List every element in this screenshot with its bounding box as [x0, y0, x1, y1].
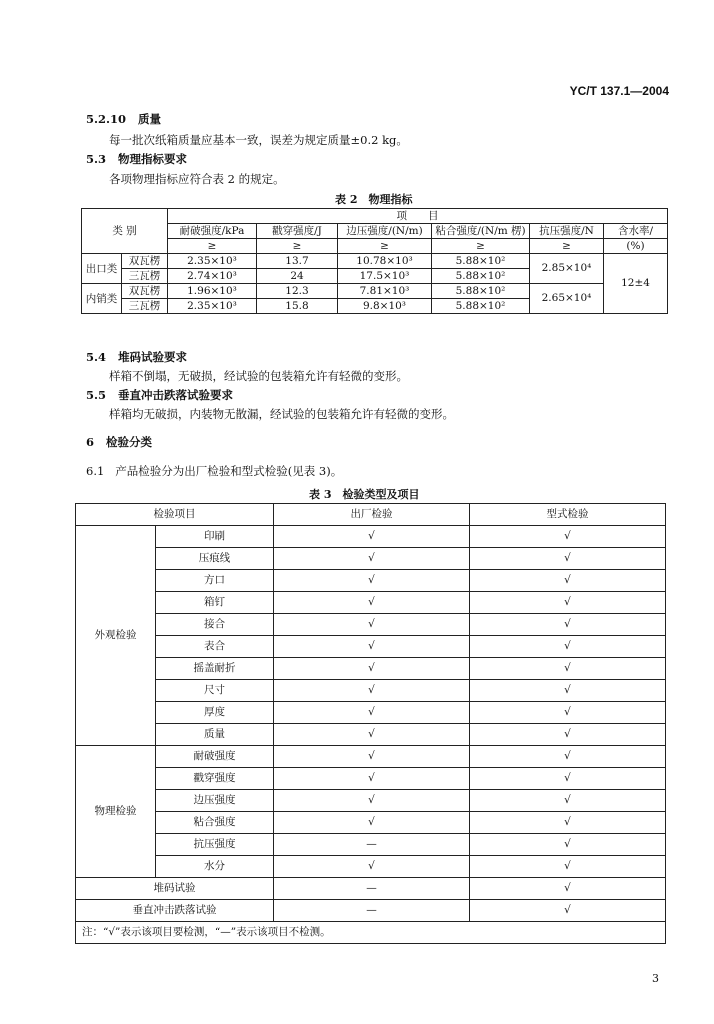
col-puncture: 戳穿强度/J — [257, 224, 338, 239]
ge-sign: ≥ — [432, 239, 530, 254]
table-cell: 三瓦楞 — [122, 269, 168, 284]
section-number: 5.4 — [86, 350, 107, 364]
table-cell: 2.35×10³ — [168, 299, 257, 314]
factory-mark: √ — [274, 636, 470, 658]
item-name: 摇盖耐折 — [156, 658, 274, 680]
table-note: 注：“√”表示该项目要检测，“—”表示该项目不检测。 — [76, 922, 666, 944]
type-mark: √ — [470, 570, 666, 592]
table-cell: 24 — [257, 269, 338, 284]
item-name: 质量 — [156, 724, 274, 746]
factory-mark: — — [274, 834, 470, 856]
section-5-3-body: 各项物理指标应符合表 2 的规定。 — [109, 172, 285, 186]
table-cell: 13.7 — [257, 254, 338, 269]
item-name: 粘合强度 — [156, 812, 274, 834]
section-6-1 — [86, 463, 342, 479]
type-mark: √ — [470, 724, 666, 746]
type-mark: √ — [470, 834, 666, 856]
section-title: 垂直冲击跌落试验要求 — [118, 388, 234, 402]
item-name: 箱钉 — [156, 592, 274, 614]
section-title: 物理指标要求 — [118, 152, 188, 166]
header-type: 型式检验 — [470, 504, 666, 526]
type-mark: √ — [470, 526, 666, 548]
table-cell: 2.35×10³ — [168, 254, 257, 269]
factory-mark: √ — [274, 856, 470, 878]
type-mark: √ — [470, 702, 666, 724]
factory-mark: √ — [274, 592, 470, 614]
type-mark: √ — [470, 856, 666, 878]
section-5-3-heading — [86, 151, 187, 167]
page-number: 3 — [652, 972, 659, 985]
factory-mark: √ — [274, 790, 470, 812]
factory-mark: √ — [274, 526, 470, 548]
group-visual: 外观检验 — [76, 526, 156, 746]
ge-sign: ≥ — [168, 239, 257, 254]
standard-code: YC/T 137.1—2004 — [569, 84, 669, 98]
item-name: 戳穿强度 — [156, 768, 274, 790]
compress-export: 2.85×10⁴ — [530, 254, 604, 284]
factory-mark: √ — [274, 812, 470, 834]
item-name: 尺寸 — [156, 680, 274, 702]
section-number: 6 — [86, 435, 95, 449]
col-bond: 粘合强度/(N/m 楞) — [432, 224, 530, 239]
table-cell: 1.96×10³ — [168, 284, 257, 299]
factory-mark: — — [274, 878, 470, 900]
factory-mark: √ — [274, 702, 470, 724]
item-name: 耐破强度 — [156, 746, 274, 768]
ge-sign: ≥ — [257, 239, 338, 254]
section-5-5-body: 样箱均无破损，内装物无散漏，经试验的包装箱允许有轻微的变形。 — [109, 407, 454, 421]
item-name: 水分 — [156, 856, 274, 878]
ge-sign: ≥ — [530, 239, 604, 254]
col-edge: 边压强度/(N/m) — [338, 224, 432, 239]
section-number: 5.3 — [86, 152, 107, 166]
table-cell: 2.74×10³ — [168, 269, 257, 284]
physical-index-table — [81, 208, 668, 314]
section-number: 5.5 — [86, 388, 107, 402]
moisture-value: 12±4 — [604, 254, 668, 314]
inspection-table — [75, 503, 666, 944]
col-moisture: 含水率/ — [604, 224, 668, 239]
type-mark: √ — [470, 900, 666, 922]
section-5-2-10-body: 每一批次纸箱质量应基本一致，误差为规定质量±0.2 kg。 — [109, 133, 408, 147]
section-6-heading — [86, 434, 152, 450]
type-mark: √ — [470, 768, 666, 790]
table-cell: 三瓦楞 — [122, 299, 168, 314]
table-cell: 5.88×10² — [432, 254, 530, 269]
table2-caption: 表 2 物理指标 — [335, 193, 413, 206]
compress-domestic: 2.65×10⁴ — [530, 284, 604, 314]
table3-caption: 表 3 检验类型及项目 — [309, 488, 420, 501]
section-5-2-10-heading — [86, 111, 161, 127]
item-name: 厚度 — [156, 702, 274, 724]
item-name: 接合 — [156, 614, 274, 636]
item-name: 表合 — [156, 636, 274, 658]
moisture-unit: (%) — [604, 239, 668, 254]
factory-mark: √ — [274, 548, 470, 570]
table-cell: 5.88×10² — [432, 269, 530, 284]
type-mark: √ — [470, 658, 666, 680]
table-cell: 15.8 — [257, 299, 338, 314]
section-title: 质量 — [138, 112, 162, 126]
table-cell: 双瓦楞 — [122, 284, 168, 299]
factory-mark: √ — [274, 746, 470, 768]
table-cell: 7.81×10³ — [338, 284, 432, 299]
table-cell: 9.8×10³ — [338, 299, 432, 314]
section-5-5-heading — [86, 387, 233, 403]
type-mark: √ — [470, 812, 666, 834]
item-name: 抗压强度 — [156, 834, 274, 856]
type-mark: √ — [470, 680, 666, 702]
type-mark: √ — [470, 548, 666, 570]
factory-mark: √ — [274, 768, 470, 790]
group-export: 出口类 — [82, 254, 122, 284]
item-name: 印刷 — [156, 526, 274, 548]
header-factory: 出厂检验 — [274, 504, 470, 526]
type-mark: √ — [470, 790, 666, 812]
table-cell: 17.5×10³ — [338, 269, 432, 284]
item-drop-test: 垂直冲击跌落试验 — [76, 900, 274, 922]
table-cell: 12.3 — [257, 284, 338, 299]
section-body: 产品检验分为出厂检验和型式检验(见表 3)。 — [115, 464, 343, 478]
item-stack-test: 堆码试验 — [76, 878, 274, 900]
ge-sign: ≥ — [338, 239, 432, 254]
item-header: 项 目 — [168, 209, 668, 224]
section-number: 6.1 — [86, 464, 105, 478]
table-cell: 双瓦楞 — [122, 254, 168, 269]
type-mark: √ — [470, 878, 666, 900]
col-compress: 抗压强度/N — [530, 224, 604, 239]
factory-mark: √ — [274, 724, 470, 746]
section-5-4-body: 样箱不倒塌，无破损，经试验的包装箱允许有轻微的变形。 — [109, 369, 408, 383]
item-name: 压痕线 — [156, 548, 274, 570]
factory-mark: √ — [274, 658, 470, 680]
section-number: 5.2.10 — [86, 112, 127, 126]
table-cell: 5.88×10² — [432, 299, 530, 314]
header-item: 检验项目 — [76, 504, 274, 526]
type-mark: √ — [470, 592, 666, 614]
factory-mark: √ — [274, 614, 470, 636]
table-cell: 5.88×10² — [432, 284, 530, 299]
category-header: 类 别 — [82, 209, 168, 254]
type-mark: √ — [470, 746, 666, 768]
type-mark: √ — [470, 636, 666, 658]
section-5-4-heading — [86, 349, 187, 365]
factory-mark: √ — [274, 570, 470, 592]
section-title: 堆码试验要求 — [118, 350, 188, 364]
table-cell: 10.78×10³ — [338, 254, 432, 269]
group-physical: 物理检验 — [76, 746, 156, 878]
col-burst: 耐破强度/kPa — [168, 224, 257, 239]
item-name: 边压强度 — [156, 790, 274, 812]
section-title: 检验分类 — [106, 435, 153, 449]
type-mark: √ — [470, 614, 666, 636]
factory-mark: — — [274, 900, 470, 922]
factory-mark: √ — [274, 680, 470, 702]
item-name: 方口 — [156, 570, 274, 592]
group-domestic: 内销类 — [82, 284, 122, 314]
